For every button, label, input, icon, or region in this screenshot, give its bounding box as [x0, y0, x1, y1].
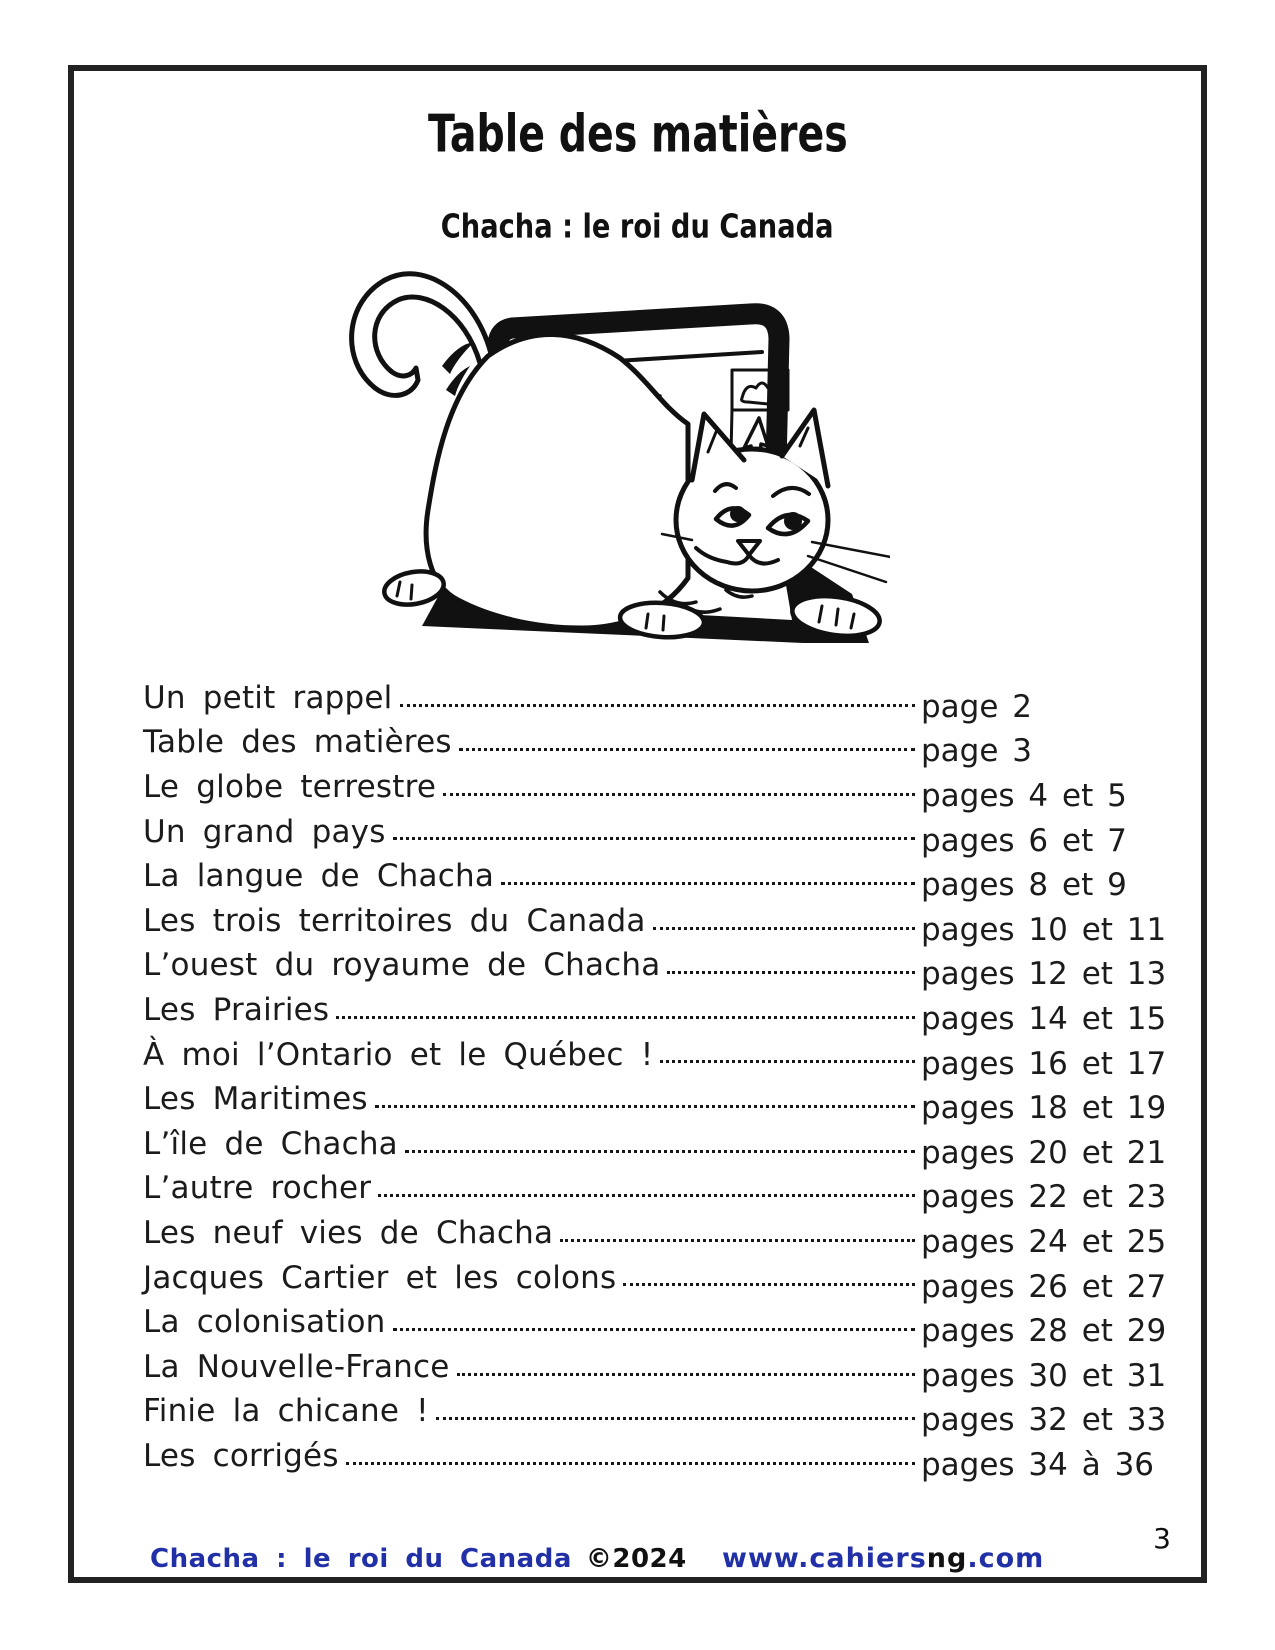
- toc-dot-leader: [405, 1150, 915, 1153]
- toc-dot-leader: [436, 1417, 915, 1420]
- footer-url-prefix: www.cahiers: [722, 1543, 927, 1574]
- toc-dot-leader: [653, 927, 915, 930]
- toc-dot-leader: [667, 971, 915, 974]
- toc-entry-title: Les Prairies: [143, 992, 330, 1029]
- toc-dot-leader: [346, 1462, 915, 1465]
- toc-page-label: page 3: [921, 733, 1033, 770]
- toc-page-label: pages 20 et 21: [921, 1134, 1167, 1171]
- toc-page-label: pages 6 et 7: [921, 822, 1127, 859]
- toc-entry-title: Le globe terrestre: [143, 769, 437, 806]
- page-subtitle-text: Chacha : le roi du Canada: [441, 207, 834, 247]
- tail-tuft-mark: [442, 342, 474, 374]
- toc-entry-title: Jacques Cartier et les colons: [143, 1259, 617, 1296]
- toc-page-label: pages 22 et 23: [921, 1179, 1167, 1216]
- toc-row: [143, 671, 1133, 725]
- toc-page-label: page 2: [921, 688, 1033, 725]
- toc-entry-title: La colonisation: [143, 1304, 386, 1341]
- toc-page-label: pages 12 et 13: [921, 956, 1167, 993]
- toc-dot-leader: [336, 1016, 915, 1019]
- footer-url-ng: ng: [926, 1543, 968, 1574]
- toc-entry-title: L’autre rocher: [143, 1170, 372, 1207]
- toc-dot-leader: [393, 837, 915, 840]
- page-title-text: Table des matières: [427, 104, 848, 165]
- toc-dot-leader: [501, 882, 915, 885]
- toc-page-label: pages 26 et 27: [921, 1268, 1167, 1305]
- toc-dot-leader: [459, 748, 915, 751]
- toc-entry-title: Finie la chicane !: [143, 1393, 429, 1430]
- cat-body: [426, 334, 688, 628]
- toc-page-label: pages 10 et 11: [921, 911, 1167, 948]
- toc-dot-leader: [443, 793, 915, 796]
- toc-entry-title: Les corrigés: [143, 1437, 339, 1474]
- page-content: [74, 71, 1201, 1577]
- footer: [150, 1544, 687, 1574]
- toc-page-label: pages 28 et 29: [921, 1313, 1167, 1350]
- toc-page-label: pages 4 et 5: [921, 778, 1127, 815]
- toc-page-label: pages 8 et 9: [921, 867, 1127, 904]
- toc-page-label: pages 30 et 31: [921, 1357, 1167, 1394]
- toc-entry-title: Les trois territoires du Canada: [143, 902, 646, 939]
- toc-page-label: pages 18 et 19: [921, 1090, 1167, 1127]
- toc-dot-leader: [400, 704, 916, 707]
- toc-page-label: pages 16 et 17: [921, 1045, 1167, 1082]
- toc-dot-leader: [393, 1328, 916, 1331]
- footer-copyright: ©2024: [585, 1544, 687, 1574]
- footer-url-suffix: .com: [967, 1543, 1045, 1574]
- cat-pupil-right: [784, 512, 802, 530]
- toc-dot-leader: [560, 1239, 915, 1242]
- toc-entry-title: Les Maritimes: [143, 1081, 368, 1118]
- toc-dot-leader: [660, 1060, 915, 1063]
- toc-entry-title: La langue de Chacha: [143, 858, 495, 895]
- toc-dot-leader: [457, 1373, 915, 1376]
- footer-url: [722, 1543, 1044, 1574]
- page-title: [74, 104, 1201, 165]
- toc-entry-title: L’ouest du royaume de Chacha: [143, 947, 661, 984]
- cat-laptop-drawing: [330, 248, 890, 643]
- cat-pupil-left: [730, 506, 746, 522]
- toc-entry-title: L’île de Chacha: [143, 1125, 398, 1162]
- toc-entry-title: À moi l’Ontario et le Québec !: [143, 1036, 654, 1073]
- toc-entry-title: Un grand pays: [143, 813, 386, 850]
- toc-page-label: pages 14 et 15: [921, 1001, 1167, 1038]
- toc-page-label: pages 34 à 36: [921, 1446, 1155, 1483]
- toc-list: [143, 671, 1167, 1483]
- toc-page-label: pages 24 et 25: [921, 1224, 1167, 1260]
- toc-page-label: pages 32 et 33: [921, 1402, 1167, 1439]
- footer-book-title: Chacha : le roi du Canada: [150, 1544, 572, 1574]
- page-subtitle: [74, 209, 1201, 245]
- toc-entry-title: Un petit rappel: [143, 679, 393, 716]
- toc-entry-title: Table des matières: [143, 724, 452, 761]
- page-number: 3: [1153, 1522, 1171, 1555]
- toc-entry-title: La Nouvelle-France: [143, 1348, 450, 1385]
- toc-dot-leader: [378, 1194, 915, 1197]
- toc-dot-leader: [623, 1283, 915, 1286]
- toc-dot-leader: [375, 1105, 915, 1108]
- cat-laptop-illustration: [330, 248, 890, 643]
- toc-entry-title: Les neuf vies de Chacha: [143, 1215, 554, 1251]
